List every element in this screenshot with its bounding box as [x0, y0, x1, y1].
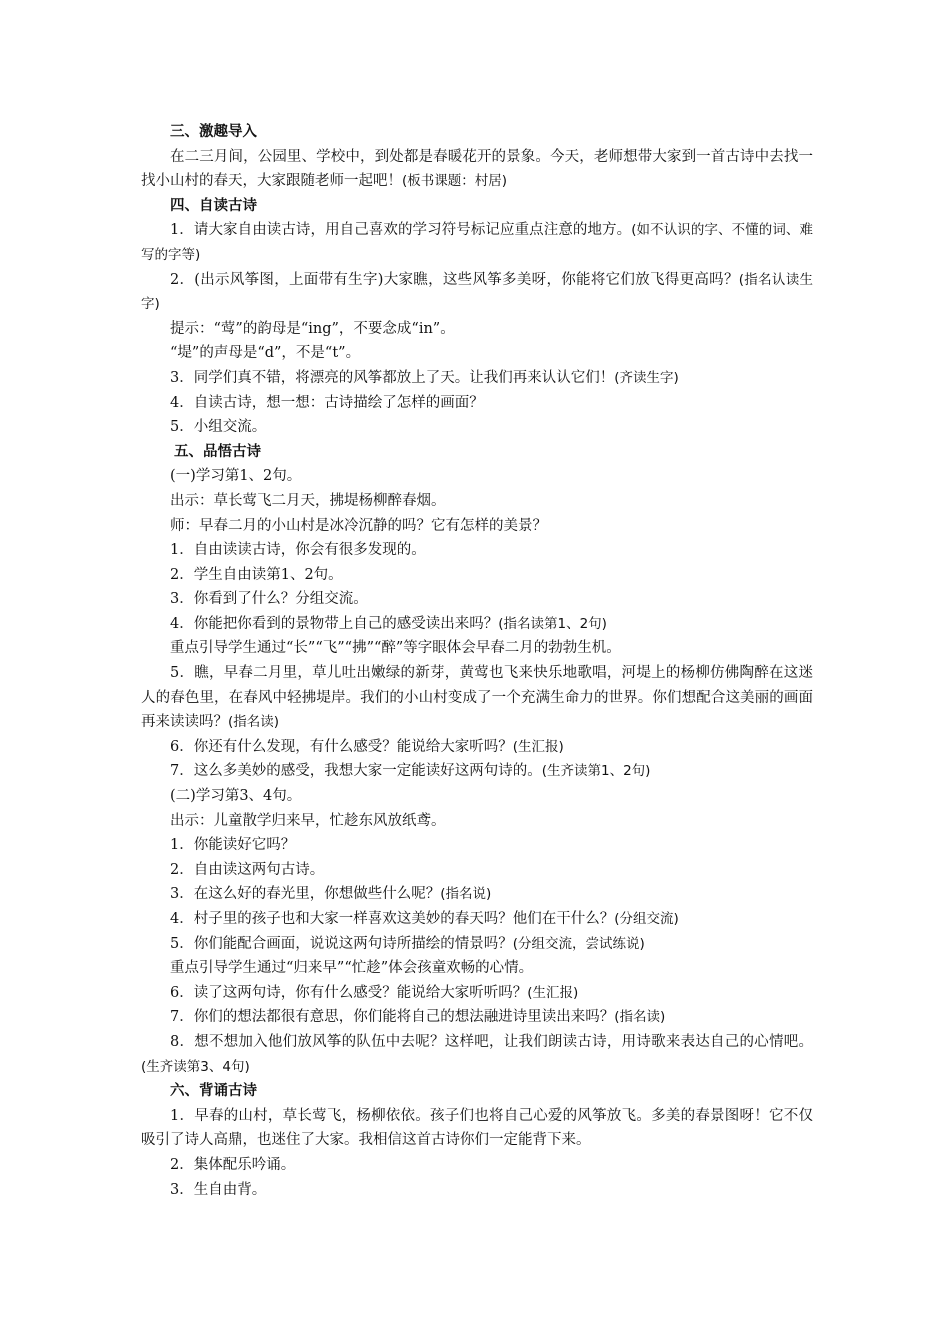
poem-line: 出示：儿童散学归来早，忙趁东风放纸鸢。 — [170, 812, 446, 829]
item-note: (指名说) — [440, 886, 492, 903]
section-heading: 三、激趣导入 — [170, 124, 257, 140]
paragraph — [141, 145, 813, 194]
item-text: 1．请大家自由读古诗，用自己喜欢的学习符号标记应重点注意的地方。 — [170, 222, 632, 239]
section-heading: 四、自读古诗 — [170, 197, 257, 214]
item-text: 7．你们的想法都很有意思，你们能将自己的想法融进诗里读出来吗？ — [170, 1009, 615, 1026]
list-item — [141, 268, 813, 317]
item-note: (齐读生字) — [614, 369, 679, 386]
item-note: (生汇报) — [512, 738, 564, 755]
item-text: 2．(出示风筝图，上面带有生字)大家瞧，这些风筝多美呀，你能将它们放飞得更高吗？ — [170, 271, 739, 288]
section-heading: 六、背诵古诗 — [170, 1083, 257, 1100]
list-item: 5．小组交流。 — [170, 419, 267, 436]
list-item: 2．自由读这两句古诗。 — [170, 861, 325, 878]
list-item — [141, 759, 813, 784]
section-heading: 五、品悟古诗 — [174, 443, 261, 460]
teacher-question: 师：早春二月的小山村是冰冷沉静的吗？它有怎样的美景？ — [170, 517, 547, 534]
focus-note: 重点引导学生通过“归来早”“忙趁”体会孩童欢畅的心情。 — [170, 960, 534, 977]
item-note: (分组交流，尝试练说) — [512, 935, 645, 952]
list-item — [141, 218, 813, 267]
item-text: 7．这么多美妙的感受，我想大家一定能读好这两句诗的。 — [170, 763, 542, 780]
item-text: 6．你还有什么发现，有什么感受？能说给大家听吗？ — [170, 738, 513, 755]
list-item — [141, 1005, 813, 1030]
list-item — [141, 981, 813, 1006]
list-item: 3．你看到了什么？分组交流。 — [170, 591, 368, 608]
list-item: 4．自读古诗，想一想：古诗描绘了怎样的画面？ — [170, 394, 484, 411]
list-item — [141, 612, 813, 637]
list-item — [141, 932, 813, 957]
paragraph-note: (板书课题：村居) — [402, 173, 508, 190]
item-note: (生齐读第1、2句) — [541, 763, 651, 780]
item-text: 3．同学们真不错，将漂亮的风筝都放上了天。让我们再来认认它们！ — [170, 369, 615, 386]
document-page — [141, 120, 813, 1202]
item-text: 6．读了这两句诗，你有什么感受？能说给大家听听吗？ — [170, 984, 528, 1001]
focus-note: 重点引导学生通过“长”“飞”“拂”“醉”等字眼体会早春二月的勃勃生机。 — [170, 640, 621, 657]
item-note: (指名读) — [614, 1009, 666, 1026]
item-text: 4．你能把你看到的景物带上自己的感受读出来吗？ — [170, 615, 499, 632]
item-note: (指名读) — [228, 714, 280, 731]
list-item — [141, 366, 813, 391]
list-item — [141, 735, 813, 760]
list-item: 2．集体配乐吟诵。 — [170, 1156, 296, 1173]
subsection-title: (二)学习第3、4句。 — [170, 788, 302, 805]
tip-line: “堤”的声母是“d”，不是“t”。 — [170, 345, 361, 362]
item-note: (分组交流) — [614, 911, 679, 927]
tip-line: 提示：“莺”的韵母是“ing”，不要念成“in”。 — [170, 320, 455, 337]
item-text: 3．在这么好的春光里，你想做些什么呢？ — [170, 886, 441, 903]
item-note: (指名读第1、2句) — [498, 615, 607, 632]
paragraph-text: 在二三月间，公园里、学校中，到处都是春暖花开的景象。今天，老师想带大家到一首古诗中去找一找小山村的春天，大家跟随老师一起吧！ — [141, 148, 813, 190]
list-item — [141, 882, 813, 907]
list-item: 1．早春的山村，草长莺飞，杨柳依依。孩子们也将自己心爱的风筝放飞。多美的春景图呀！它不仅吸引了诗人高鼎，也迷住了大家。我相信这首古诗你们一定能背下来。 — [141, 1107, 813, 1149]
item-text: 5．你们能配合画面，说说这两句诗所描绘的情景吗？ — [170, 935, 513, 952]
item-text: 4．村子里的孩子也和大家一样喜欢这美妙的春天吗？他们在干什么？ — [170, 911, 615, 927]
subsection-title: (一)学习第1、2句。 — [170, 468, 302, 485]
item-text: 8．想不想加入他们放风筝的队伍中去呢？这样吧，让我们朗读古诗，用诗歌来表达自己的心情吧。 — [170, 1033, 813, 1050]
list-item — [141, 1030, 813, 1079]
item-note: (生汇报) — [527, 984, 579, 1001]
list-item — [141, 661, 813, 735]
list-item: 3．生自由背。 — [170, 1181, 267, 1198]
list-item: 1．自由读读古诗，你会有很多发现的。 — [170, 542, 426, 559]
item-note: (生齐读第3、4句) — [141, 1058, 250, 1075]
list-item: 1．你能读好它吗？ — [170, 837, 296, 854]
list-item — [141, 907, 813, 932]
list-item: 2．学生自由读第1、2句。 — [170, 566, 343, 583]
item-note: (如不认识的字、不懂的词、难写的字等) — [141, 222, 813, 263]
item-text: 5．瞧，早春二月里，草儿吐出嫩绿的新芽，黄莺也飞来快乐地歌唱，河堤上的杨柳仿佛陶醉在这迷人的春色里，在春风中轻拂堤岸。我们的小山村变成了一个充满生命力的世界。你们想配合这美丽的画面再来读读吗？ — [141, 665, 813, 731]
poem-line: 出示：草长莺飞二月天，拂堤杨柳醉春烟。 — [170, 492, 446, 509]
item-note: (指名认读生字) — [141, 271, 813, 313]
